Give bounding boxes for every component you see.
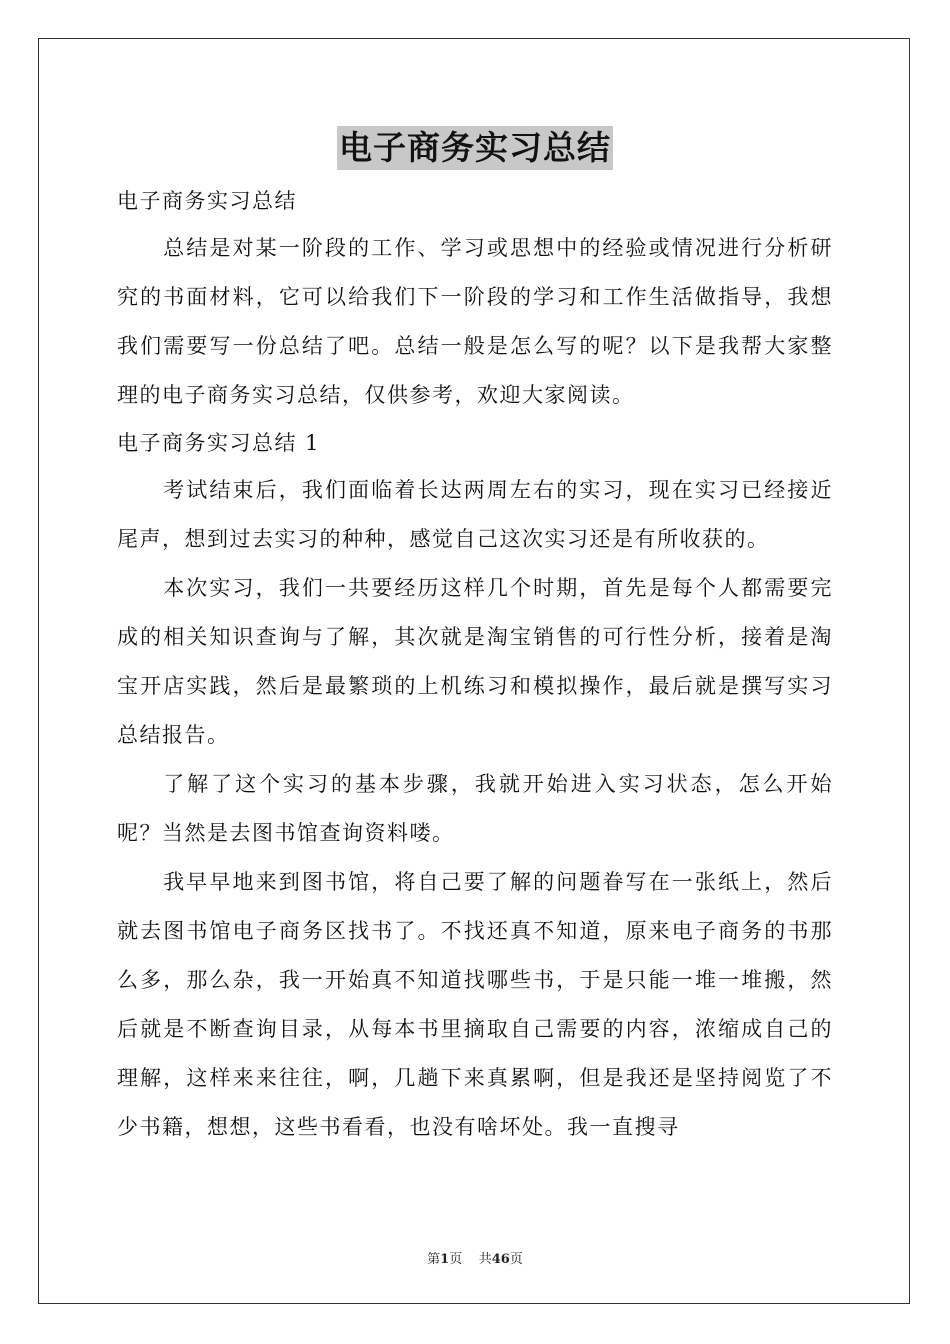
page-footer xyxy=(0,1248,950,1267)
title-container xyxy=(0,126,950,170)
document-subtitle: 电子商务实习总结 xyxy=(117,189,297,213)
footer-total-unit: 页 xyxy=(509,1252,523,1267)
footer-total-pages: 46 xyxy=(491,1252,510,1267)
body-paragraph: 我早早地来到图书馆，将自己要了解的问题眷写在一张纸上，然后就去图书馆电子商务区找书了。不找还真不知道，原来电子商务的书那么多，那么杂，我一开始真不知道找哪些书，于是只能一堆一堆搬，然后就是不断查询目录，从每本书里摘取自己需要的内容，浓缩成自己的理解，这样来来往往，啊，几趟下来真累啊，但是我还是坚持阅览了不少书籍，想想，这些书看看，也没有啥坏处。我一直搜寻 xyxy=(117,870,833,1139)
footer-page-unit: 页 xyxy=(449,1252,463,1267)
intro-paragraph: 总结是对某一阶段的工作、学习或思想中的经验或情况进行分析研究的书面材料，它可以给我们下一阶段的学习和工作生活做指导，我想我们需要写一份总结了吧。总结一般是怎么写的呢？以下是我帮大家整理的电子商务实习总结，仅供参考，欢迎大家阅读。 xyxy=(117,236,833,407)
footer-page-number: 1 xyxy=(440,1252,450,1267)
body-paragraph: 了解了这个实习的基本步骤，我就开始进入实习状态，怎么开始呢？当然是去图书馆查询资料喽。 xyxy=(117,772,833,845)
body-paragraph: 本次实习，我们一共要经历这样几个时期，首先是每个人都需要完成的相关知识查询与了解，其次就是淘宝销售的可行性分析，接着是淘宝开店实践，然后是最繁琐的上机练习和模拟操作，最后就是撰写实习总结报告。 xyxy=(117,576,833,747)
body-paragraph: 考试结束后，我们面临着长达两周左右的实习，现在实习已经接近尾声，想到过去实习的种种，感觉自己这次实习还是有所收获的。 xyxy=(117,478,833,551)
document-title: 电子商务实习总结 xyxy=(337,126,613,170)
document-body xyxy=(117,178,833,1152)
footer-page-prefix: 第 xyxy=(427,1252,441,1267)
section-heading: 电子商务实习总结 1 xyxy=(117,431,321,455)
footer-total-prefix: 共 xyxy=(478,1252,492,1267)
